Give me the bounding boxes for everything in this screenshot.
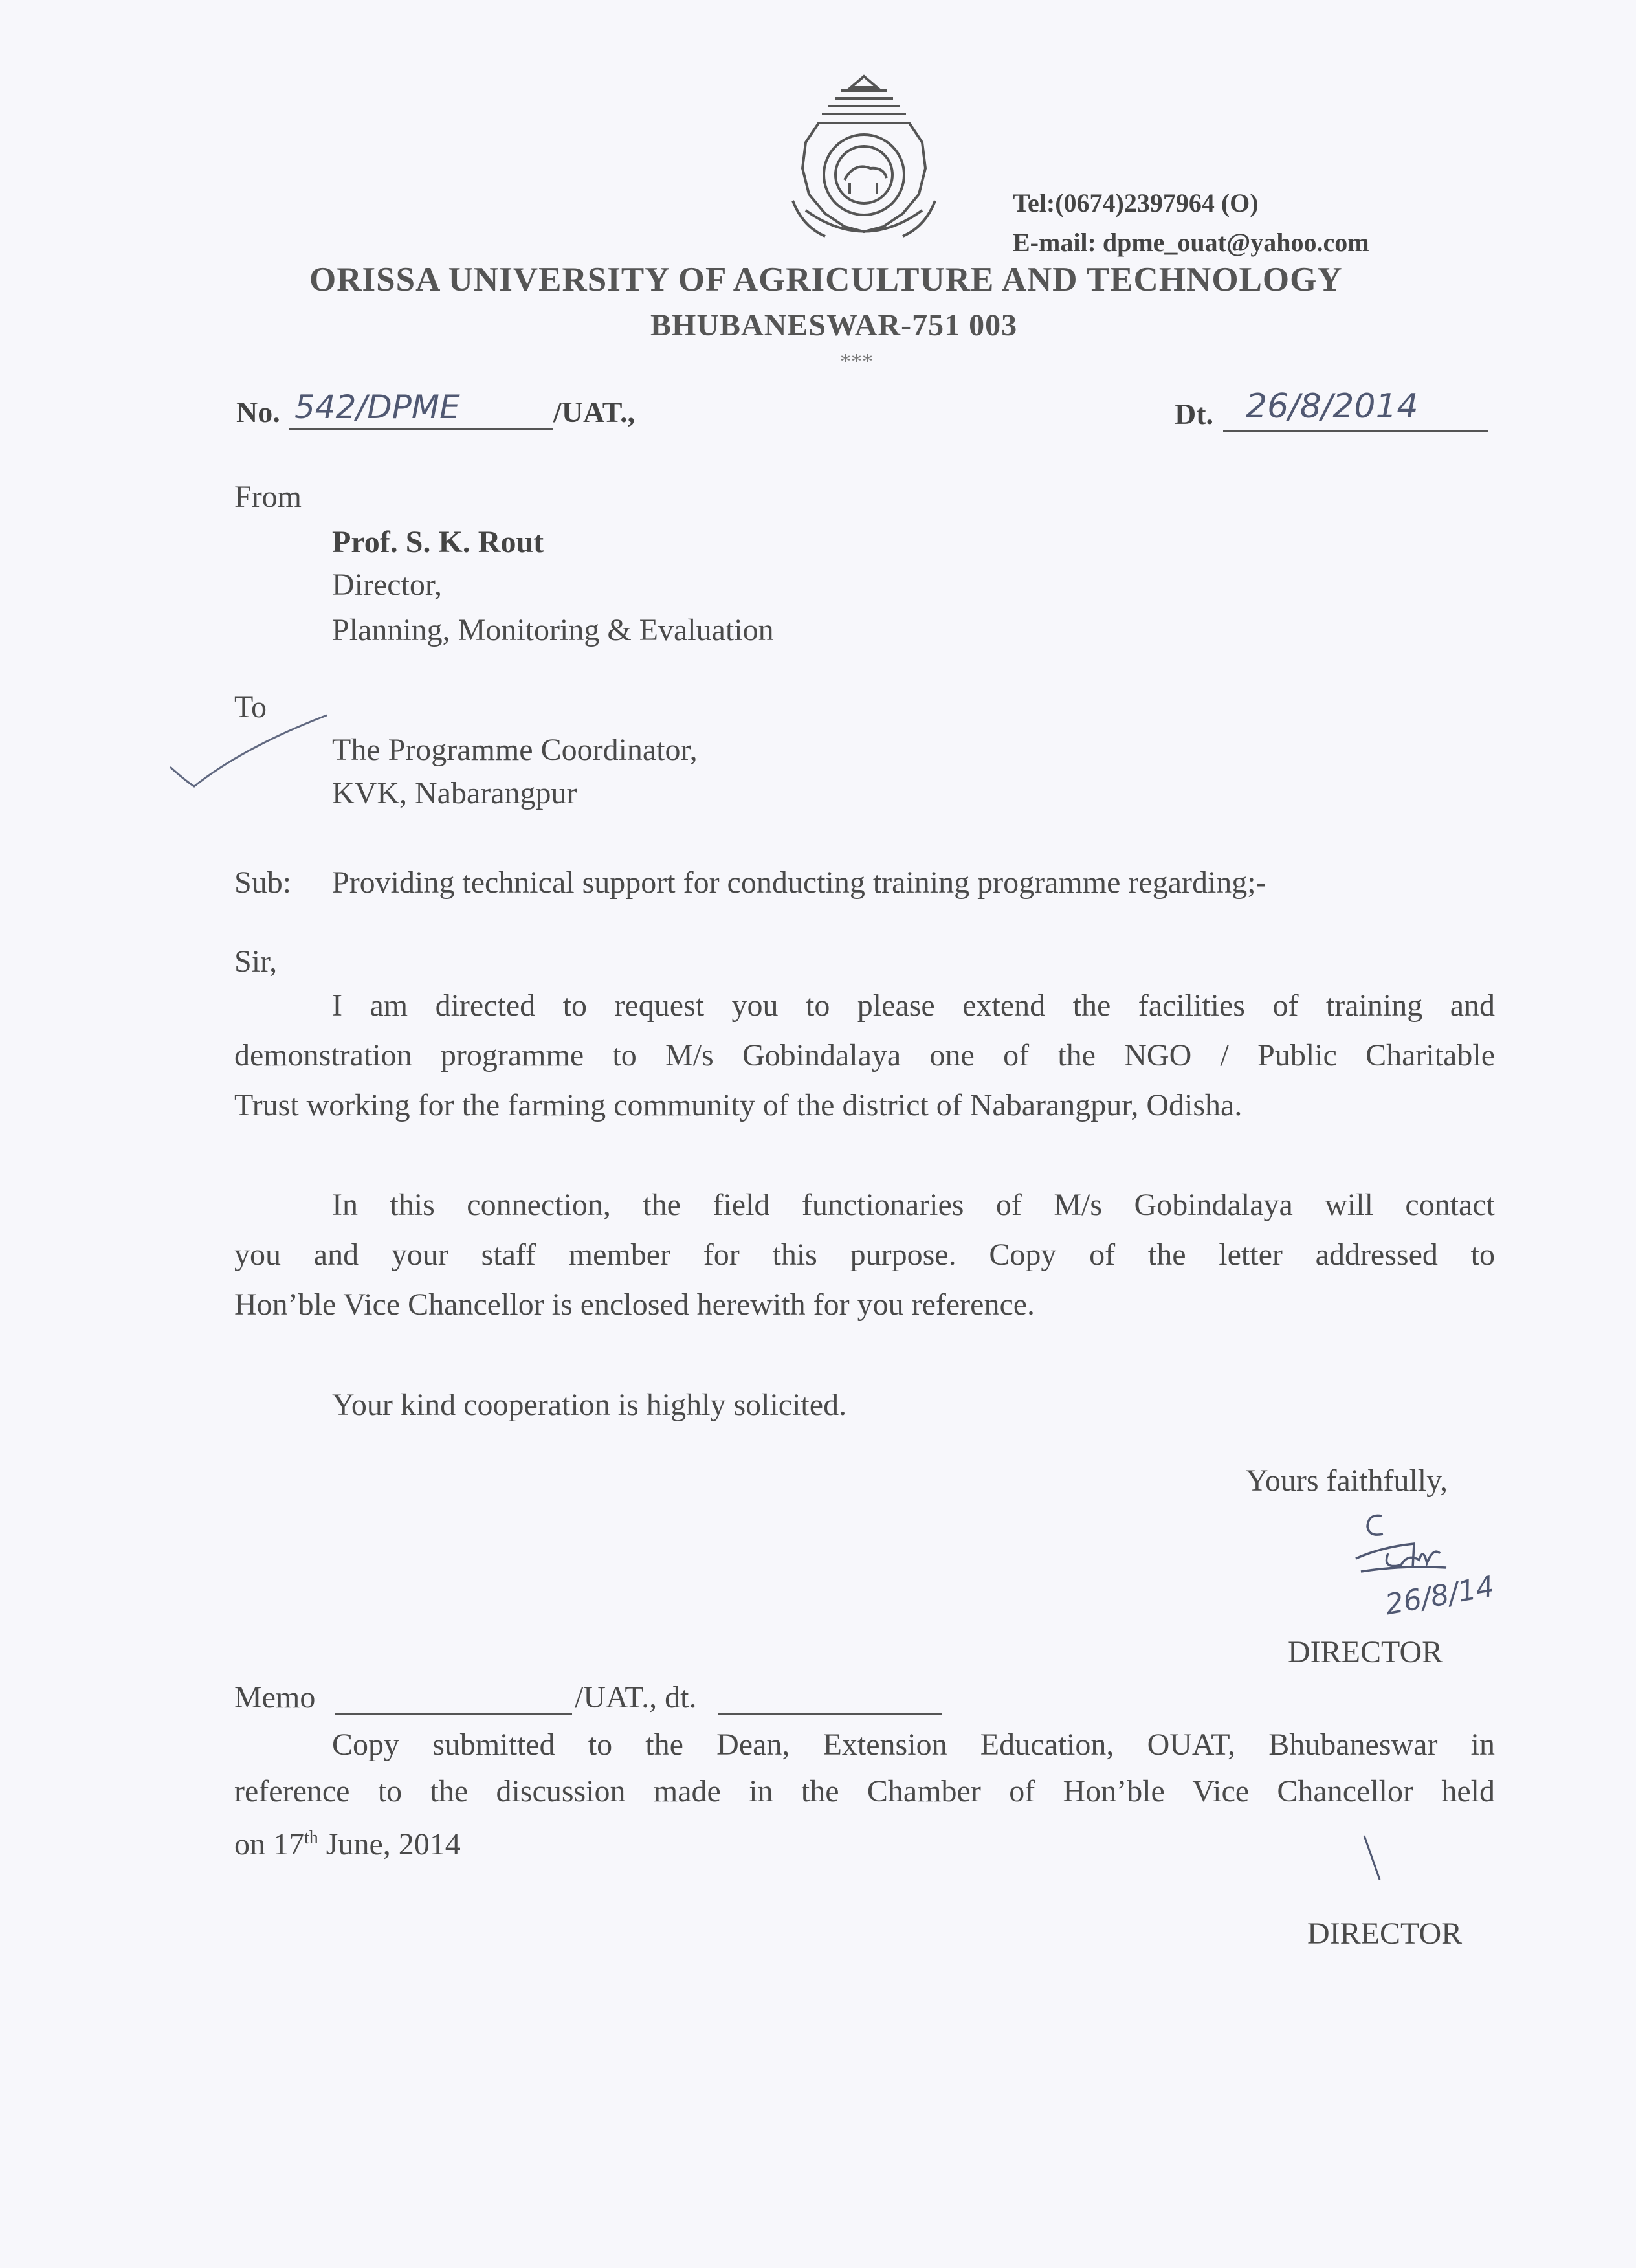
- para1-line-2: demonstration programme to M/s Gobindalaya one of the NGO / Public Charitable: [234, 1038, 1495, 1073]
- ref-date-underline: [1223, 430, 1488, 432]
- memo-line-3: [234, 1815, 1495, 1868]
- header-tel: Tel:(0674)2397964 (O): [1013, 188, 1259, 217]
- from-designation: Director,: [332, 568, 442, 602]
- memo-line-3-sup: th: [304, 1828, 318, 1848]
- to-label: To: [234, 690, 267, 724]
- from-department: Planning, Monitoring & Evaluation: [332, 613, 774, 647]
- memo-director: DIRECTOR: [1307, 1917, 1463, 1951]
- memo-line-2: reference to the discussion made in the Chamber of Hon’ble Vice Chancellor held: [234, 1774, 1495, 1808]
- header-email: E-mail: dpme_ouat@yahoo.com: [1013, 228, 1369, 257]
- checkmark-icon: [165, 702, 333, 793]
- ref-date-prefix: Dt.: [1175, 397, 1214, 430]
- para2-line-3: Hon’ble Vice Chancellor is enclosed herewith for you reference.: [234, 1287, 1035, 1322]
- body-paragraph-2: [234, 1180, 1495, 1329]
- from-name: Prof. S. K. Rout: [332, 525, 544, 559]
- ref-no-suffix: /UAT.,: [553, 395, 636, 428]
- para2-line-1: In this connection, the field functionaries of M/s Gobindalaya will contact: [332, 1188, 1495, 1222]
- university-name: ORISSA UNIVERSITY OF AGRICULTURE AND TECHNOLOGY: [309, 261, 1343, 298]
- from-label: From: [234, 480, 302, 514]
- closing-yours-faithfully: Yours faithfully,: [1246, 1463, 1448, 1498]
- university-address: BHUBANESWAR-751 003: [650, 308, 1018, 342]
- ref-no-handwritten: 542/DPME: [294, 388, 460, 426]
- para2-line-2: you and your staff member for this purpose. Copy of the letter addressed to: [234, 1238, 1495, 1272]
- salutation: Sir,: [234, 944, 278, 979]
- ref-no-underline: [289, 428, 553, 430]
- body-paragraph-3: Your kind cooperation is highly solicited.: [332, 1388, 847, 1422]
- memo-date-blank: [718, 1713, 942, 1715]
- para1-line-3: Trust working for the farming community of the district of Nabarangpur, Odisha.: [234, 1088, 1243, 1122]
- memo-line-3-prefix: on 17: [234, 1827, 304, 1862]
- signature-date: 26/8/14: [1382, 1570, 1497, 1622]
- body-paragraph-1: [234, 981, 1495, 1130]
- pen-stroke-mark: [1359, 1832, 1385, 1884]
- memo-paragraph: [234, 1722, 1495, 1868]
- ref-no-prefix: No.: [236, 395, 280, 428]
- to-line1: The Programme Coordinator,: [332, 733, 698, 767]
- memo-line-1: Copy submitted to the Dean, Extension Education, OUAT, Bhubaneswar in: [332, 1728, 1495, 1762]
- memo-mid: /UAT., dt.: [575, 1680, 697, 1715]
- memo-line-3-suffix: June, 2014: [318, 1827, 461, 1862]
- closing-director: DIRECTOR: [1288, 1635, 1443, 1669]
- subject-label: Sub:: [234, 865, 292, 900]
- header-separator: ***: [840, 350, 873, 373]
- para1-line-1: I am directed to request you to please extend the facilities of training and: [332, 988, 1495, 1023]
- memo-label: Memo: [234, 1680, 316, 1715]
- university-emblem-icon: [780, 71, 948, 246]
- memo-no-blank: [335, 1713, 572, 1715]
- ref-date-handwritten: 26/8/2014: [1246, 387, 1419, 426]
- subject-text: Providing technical support for conducting training programme regarding;-: [332, 865, 1266, 900]
- to-line2: KVK, Nabarangpur: [332, 776, 577, 810]
